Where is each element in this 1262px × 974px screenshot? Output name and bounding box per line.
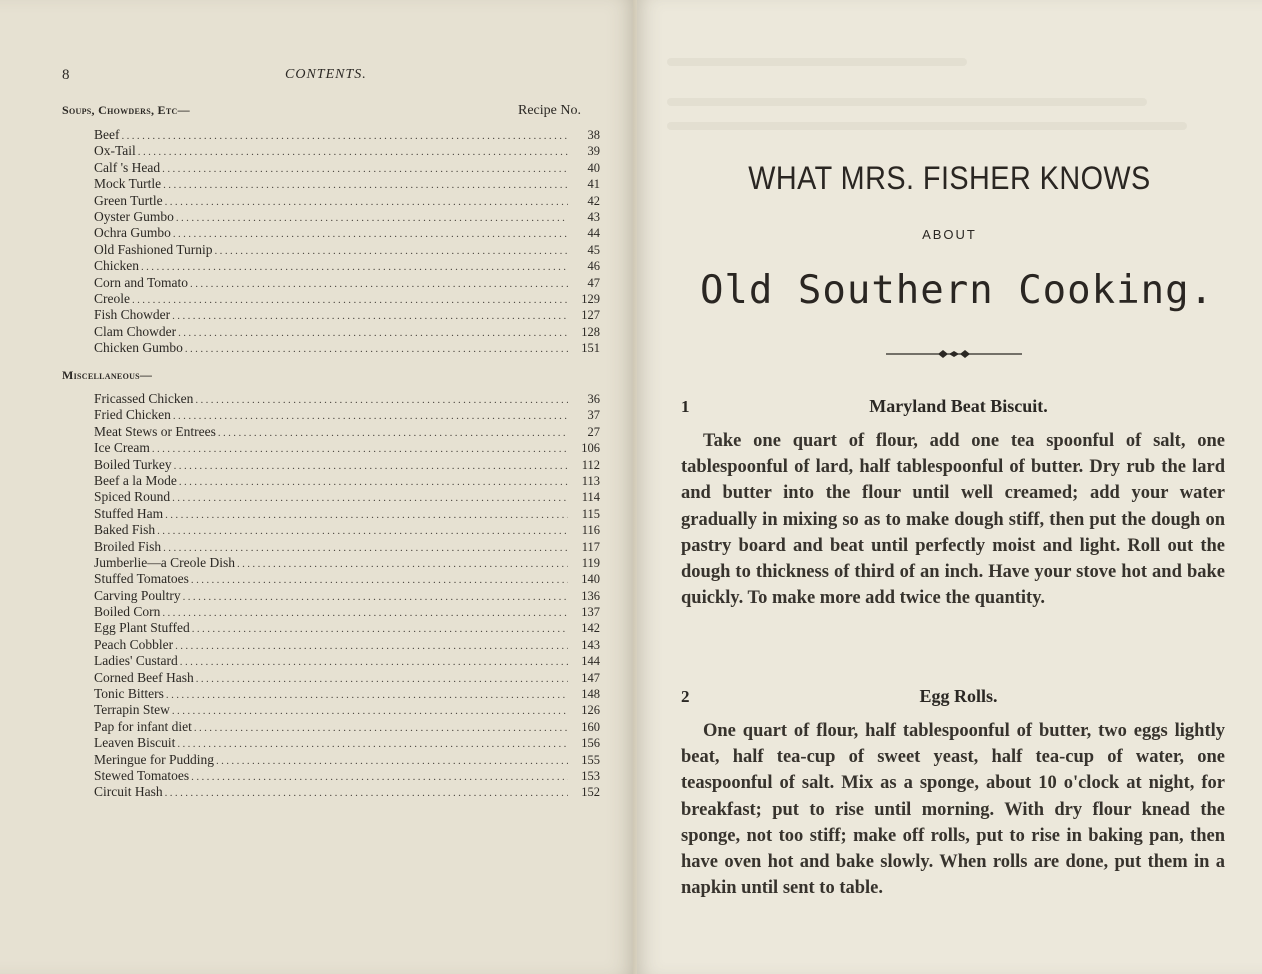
recipe-title: Egg Rolls. bbox=[919, 686, 998, 706]
toc-entry-name: Clam Chowder bbox=[94, 323, 177, 339]
toc-entry-name: Meat Stews or Entrees bbox=[94, 423, 216, 439]
dot-leader bbox=[163, 540, 568, 556]
toc-entry-name: Terrapin Stew bbox=[94, 702, 170, 718]
toc-entry-recipe-number: 147 bbox=[581, 670, 600, 685]
toc-entry bbox=[94, 307, 600, 323]
dot-leader bbox=[165, 507, 568, 523]
toc-entry-name: Stuffed Ham bbox=[94, 505, 164, 521]
toc-entry bbox=[94, 702, 600, 718]
toc-entry bbox=[94, 407, 600, 423]
toc-entry bbox=[94, 143, 600, 159]
book-subtitle: Old Southern Cooking. bbox=[699, 268, 1215, 313]
bleed-through-mark bbox=[667, 122, 1187, 130]
toc-entry-name: Stuffed Tomatoes bbox=[94, 571, 189, 587]
dot-leader bbox=[191, 769, 568, 785]
toc-entry-recipe-number: 44 bbox=[587, 226, 600, 241]
toc-entry-recipe-number: 127 bbox=[581, 308, 600, 323]
toc-entry-recipe-number: 129 bbox=[581, 291, 600, 306]
dot-leader bbox=[215, 243, 568, 259]
toc-entry-name: Corn and Tomato bbox=[94, 274, 189, 290]
dot-leader bbox=[157, 523, 568, 539]
recipe-title: Maryland Beat Biscuit. bbox=[869, 396, 1048, 416]
toc-entry-recipe-number: 117 bbox=[581, 539, 600, 554]
dot-leader bbox=[176, 210, 568, 226]
toc-entry bbox=[94, 620, 600, 636]
dot-leader bbox=[195, 392, 568, 408]
bleed-through-mark bbox=[667, 98, 1147, 106]
dot-leader bbox=[173, 408, 568, 424]
toc-entry bbox=[94, 539, 600, 555]
toc-entry bbox=[94, 653, 600, 669]
dot-leader bbox=[183, 589, 568, 605]
dot-leader bbox=[172, 490, 568, 506]
dot-leader bbox=[177, 736, 568, 752]
toc-entry-name: Boiled Turkey bbox=[94, 456, 172, 472]
toc-entry-recipe-number: 136 bbox=[581, 588, 600, 603]
toc-entry bbox=[94, 391, 600, 407]
toc-list-miscellaneous bbox=[94, 391, 600, 801]
toc-entry-recipe-number: 142 bbox=[581, 621, 600, 636]
toc-entry bbox=[94, 522, 600, 538]
dot-leader bbox=[216, 753, 568, 769]
dot-leader bbox=[191, 572, 568, 588]
dot-leader bbox=[141, 259, 568, 275]
toc-entry bbox=[94, 424, 600, 440]
toc-entry-recipe-number: 126 bbox=[581, 703, 600, 718]
recipe-no-header: Recipe No. bbox=[518, 103, 581, 118]
dot-leader bbox=[121, 128, 568, 144]
toc-entry-name: Tonic Bitters bbox=[94, 686, 164, 702]
toc-entry bbox=[94, 670, 600, 686]
toc-entry-recipe-number: 144 bbox=[581, 654, 600, 669]
book-title: WHAT MRS. FISHER KNOWS bbox=[748, 160, 1151, 196]
toc-entry bbox=[94, 735, 600, 751]
recipe-number: 2 bbox=[681, 687, 690, 706]
toc-entry-recipe-number: 115 bbox=[581, 506, 600, 521]
toc-entry-recipe-number: 160 bbox=[581, 719, 600, 734]
toc-entry-recipe-number: 46 bbox=[587, 259, 600, 274]
recipe-body: Take one quart of flour, add one tea spoonful of salt, one tablespoonful of lard, half tablespoonful of butter. Dry rub the lard and butter into the flour until well creamed; add your water gradually in mixing so as to make dough stiff, then put the dough on pastry board and beat until perfectly moist and light. Roll out the dough to thickness of third of an inch. Have your stove hot and bake quickly. To make more add twice the quantity. bbox=[681, 431, 1225, 609]
toc-entry-recipe-number: 47 bbox=[587, 275, 600, 290]
toc-entry bbox=[94, 209, 600, 225]
toc-entry-name: Jumberlie—a Creole Dish bbox=[94, 554, 235, 570]
toc-entry-name: Leaven Biscuit bbox=[94, 735, 176, 751]
dot-leader bbox=[162, 161, 568, 177]
dot-leader bbox=[196, 671, 568, 687]
toc-entry bbox=[94, 768, 600, 784]
dot-leader bbox=[218, 425, 568, 441]
toc-entry-recipe-number: 36 bbox=[587, 392, 600, 406]
dot-leader bbox=[179, 474, 568, 490]
toc-entry bbox=[94, 784, 600, 800]
dot-leader bbox=[192, 621, 568, 637]
toc-entry bbox=[94, 489, 600, 505]
toc-entry bbox=[94, 473, 600, 489]
toc-entry bbox=[94, 604, 600, 620]
dot-leader bbox=[132, 292, 568, 308]
toc-entry bbox=[94, 193, 600, 209]
toc-entry-recipe-number: 114 bbox=[581, 490, 600, 505]
toc-entry-name: Fricassed Chicken bbox=[94, 391, 194, 406]
right-page bbox=[637, 0, 1262, 974]
toc-entry-recipe-number: 137 bbox=[581, 605, 600, 620]
toc-entry-recipe-number: 43 bbox=[587, 209, 600, 224]
recipe-number: 1 bbox=[681, 397, 690, 416]
toc-entry-name: Ice Cream bbox=[94, 440, 150, 456]
recipe-body: One quart of flour, half tablespoonful of butter, two eggs lightly beat, half tea-cup of sweet yeast, half tea-cup of water, one teaspoonful of salt. Mix as a sponge, about 10 o'clock at night, for breakfast; put to rise until morning. With dry flour knead the sponge, not too stiff; make off rolls, put to rise in baking pan, then have oven hot and bake slowly. When rolls are done, put them in a napkin until sent to table. bbox=[681, 721, 1225, 899]
dot-leader bbox=[178, 325, 568, 341]
bleed-through-mark bbox=[667, 58, 967, 66]
toc-entry-name: Fish Chowder bbox=[94, 307, 171, 323]
dot-leader bbox=[172, 703, 568, 719]
dot-leader bbox=[138, 144, 568, 160]
dot-leader bbox=[190, 276, 568, 292]
dot-leader bbox=[165, 194, 568, 210]
toc-entry bbox=[94, 440, 600, 456]
toc-entry bbox=[94, 588, 600, 604]
toc-entry-name: Oyster Gumbo bbox=[94, 208, 174, 224]
toc-entry-recipe-number: 128 bbox=[581, 324, 600, 339]
section-heading-miscellaneous: Miscellaneous— bbox=[62, 368, 153, 382]
toc-entry-name: Beef bbox=[94, 127, 120, 142]
toc-entry-recipe-number: 38 bbox=[587, 128, 600, 142]
page-number: 8 bbox=[62, 67, 70, 83]
dot-leader bbox=[165, 785, 568, 801]
toc-entry-name: Circuit Hash bbox=[94, 784, 163, 800]
dot-leader bbox=[180, 654, 568, 670]
dot-leader bbox=[163, 177, 568, 193]
dot-leader bbox=[237, 556, 568, 572]
toc-entry bbox=[94, 752, 600, 768]
toc-entry-name: Green Turtle bbox=[94, 192, 163, 208]
toc-entry bbox=[94, 291, 600, 307]
toc-entry-recipe-number: 151 bbox=[581, 341, 600, 356]
dot-leader bbox=[172, 308, 568, 324]
toc-entry-recipe-number: 116 bbox=[581, 523, 600, 538]
toc-entry-recipe-number: 148 bbox=[581, 687, 600, 702]
toc-entry-name: Old Fashioned Turnip bbox=[94, 241, 213, 257]
toc-entry-recipe-number: 140 bbox=[581, 572, 600, 587]
dot-leader bbox=[185, 341, 568, 357]
toc-entry bbox=[94, 275, 600, 291]
toc-entry-recipe-number: 106 bbox=[581, 441, 600, 456]
toc-entry-recipe-number: 153 bbox=[581, 768, 600, 783]
dot-leader bbox=[152, 441, 568, 457]
toc-entry-name: Creole bbox=[94, 290, 130, 306]
dot-leader bbox=[173, 226, 568, 242]
toc-entry-recipe-number: 113 bbox=[581, 473, 600, 488]
toc-entry bbox=[94, 637, 600, 653]
toc-entry-recipe-number: 119 bbox=[581, 555, 600, 570]
toc-entry-name: Baked Fish bbox=[94, 522, 156, 538]
toc-entry bbox=[94, 506, 600, 522]
toc-entry bbox=[94, 686, 600, 702]
toc-entry-name: Broiled Fish bbox=[94, 538, 162, 554]
section-heading-soups: Soups, Chowders, Etc— bbox=[62, 103, 190, 117]
toc-entry bbox=[94, 324, 600, 340]
toc-entry-recipe-number: 41 bbox=[587, 177, 600, 192]
toc-entry-recipe-number: 40 bbox=[587, 160, 600, 175]
toc-entry-name: Corned Beef Hash bbox=[94, 669, 194, 685]
toc-entry-recipe-number: 37 bbox=[587, 408, 600, 423]
toc-entry bbox=[94, 457, 600, 473]
toc-entry-name: Calf 's Head bbox=[94, 159, 161, 175]
toc-entry-name: Ox-Tail bbox=[94, 143, 136, 159]
toc-list-soups bbox=[94, 127, 600, 356]
toc-entry-recipe-number: 156 bbox=[581, 736, 600, 751]
toc-entry-name: Ochra Gumbo bbox=[94, 225, 171, 241]
toc-entry-recipe-number: 143 bbox=[581, 637, 600, 652]
toc-entry-name: Meringue for Pudding bbox=[94, 751, 214, 767]
dot-leader bbox=[166, 687, 568, 703]
toc-entry-name: Boiled Corn bbox=[94, 604, 161, 620]
toc-entry bbox=[94, 719, 600, 735]
toc-entry bbox=[94, 555, 600, 571]
toc-entry-name: Mock Turtle bbox=[94, 176, 162, 192]
toc-entry bbox=[94, 127, 600, 143]
toc-entry bbox=[94, 176, 600, 192]
toc-entry bbox=[94, 340, 600, 356]
toc-entry-name: Pap for infant diet bbox=[94, 718, 192, 734]
toc-entry-recipe-number: 39 bbox=[587, 144, 600, 159]
toc-entry-name: Beef a la Mode bbox=[94, 472, 177, 488]
toc-entry-name: Chicken Gumbo bbox=[94, 340, 183, 356]
toc-entry-recipe-number: 45 bbox=[587, 242, 600, 257]
toc-entry-name: Carving Poultry bbox=[94, 587, 181, 603]
toc-entry-recipe-number: 152 bbox=[581, 785, 600, 800]
toc-entry-name: Spiced Round bbox=[94, 489, 171, 505]
toc-entry-recipe-number: 42 bbox=[587, 193, 600, 208]
toc-entry bbox=[94, 225, 600, 241]
toc-entry-name: Egg Plant Stuffed bbox=[94, 620, 190, 636]
dot-leader bbox=[162, 605, 568, 621]
running-head: CONTENTS. bbox=[285, 67, 367, 82]
toc-entry-name: Fried Chicken bbox=[94, 407, 171, 423]
about-label: ABOUT bbox=[922, 227, 977, 242]
toc-entry bbox=[94, 571, 600, 587]
ornament-divider bbox=[886, 347, 1022, 361]
dot-leader bbox=[194, 720, 568, 736]
toc-entry-recipe-number: 155 bbox=[581, 752, 600, 767]
toc-entry-name: Ladies' Custard bbox=[94, 653, 178, 669]
toc-entry bbox=[94, 258, 600, 274]
dot-leader bbox=[175, 638, 568, 654]
toc-entry-name: Stewed Tomatoes bbox=[94, 767, 190, 783]
toc-entry bbox=[94, 242, 600, 258]
toc-entry-recipe-number: 27 bbox=[587, 424, 600, 439]
toc-entry-name: Peach Cobbler bbox=[94, 636, 174, 652]
toc-entry-name: Chicken bbox=[94, 258, 139, 274]
toc-entry-recipe-number: 112 bbox=[581, 457, 600, 472]
dot-leader bbox=[174, 458, 568, 474]
toc-entry bbox=[94, 160, 600, 176]
